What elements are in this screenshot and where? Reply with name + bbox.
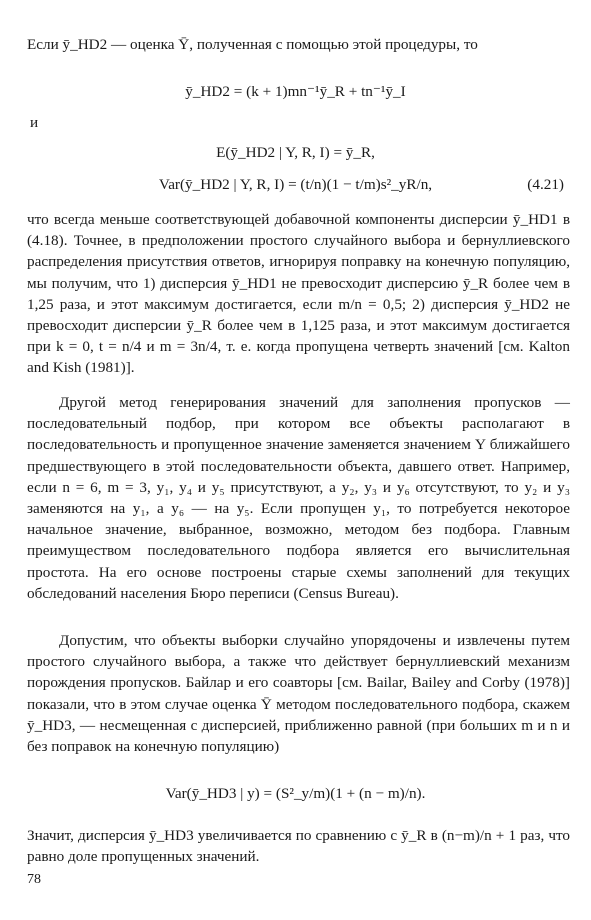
- paragraph-variance-comparison: что всегда меньше соответствующей добавочной компоненты дисперсии ȳ_HD1 в (4.18). Точнее, в предположении простого случайного выбора и бернуллиевского распределения присутствия ответов, игнорируя поправку на конечную популяцию, мы получим, что 1) дисперсия ȳ_HD1 не превосходит дисперсию ȳ_R более чем в 1,25 раза, и этот максимум достигается, если m/n = 0,5; 2) дисперсия ȳ_HD2 не превосходит дисперсии ȳ_R более чем в 1,125 раза, и этот максимум достигается при k = 0, t = n/4 и m = 3n/4, т. е. когда пропущена четверть значений [см. Kalton and Kish (1981)].: [27, 211, 570, 377]
- equation-variance-hd3: Var(ȳ_HD3 | y) = (S²_y/m)(1 + (n − m)/n).: [165, 785, 426, 802]
- word-and: и: [30, 114, 39, 131]
- paragraph-intro: Если ȳ_HD2 — оценка Ȳ, полученная с помощью этой процедуры, то: [27, 36, 478, 53]
- page-number: 78: [27, 872, 41, 887]
- equation-variance-hd2: Var(ȳ_HD2 | Y, R, I) = (t/n)(1 − t/m)s²_yR/n,: [158, 176, 433, 193]
- equation-hd2-estimate: ȳ_HD2 = (k + 1)mn⁻¹ȳ_R + tn⁻¹ȳ_I: [185, 83, 406, 100]
- paragraph-conclusion: Значит, дисперсия ȳ_HD3 увеличивается по сравнению с ȳ_R в (n−m)/n + 1 раз, что равно доле пропущенных значений.: [27, 827, 570, 866]
- equation-number: (4.21): [527, 176, 564, 193]
- equation-expectation: E(ȳ_HD2 | Y, R, I) = ȳ_R,: [216, 144, 375, 161]
- paragraph-bailar-result: Допустим, что объекты выборки случайно упорядочены и извлечены путем простого случайного выбора, а также что действует бернуллиевский механизм порождения пропусков. Байлар и его соавторы [см. Bailar, Bailey and Corby (1978)] показали, что в этом случае оценка Ȳ методом последовательного подбора, скажем ȳ_HD3, — несмещенная с дисперсией, приближенно равной (при больших m и n и без поправок на конечную популяцию): [27, 632, 570, 756]
- paragraph-sequential-hotdeck: Другой метод генерирования значений для заполнения пропусков — последовательный подбор, при котором все объекты располагают в последовательность и пропущенное значение заменяется значением Y ближайшего предшествующего в этой последовательности объекта, давшего ответ. Например, если n = 6, m = 3, y₁, y₄ и y₅ присутствуют, а y₂, y₃ и y₆ отсутствуют, то y₂ и y₃ заменяются на y₁, а y₆ — на y₅. Если пропущен y₁, то потребуется некоторое начальное значение, выбранное, возможно, методом без подбора. Главным преимуществом последовательного подбора является его вычислительная простота. На его основе построены старые схемы заполнений для текущих обследований населения Бюро переписи (Census Bureau).: [27, 394, 570, 602]
